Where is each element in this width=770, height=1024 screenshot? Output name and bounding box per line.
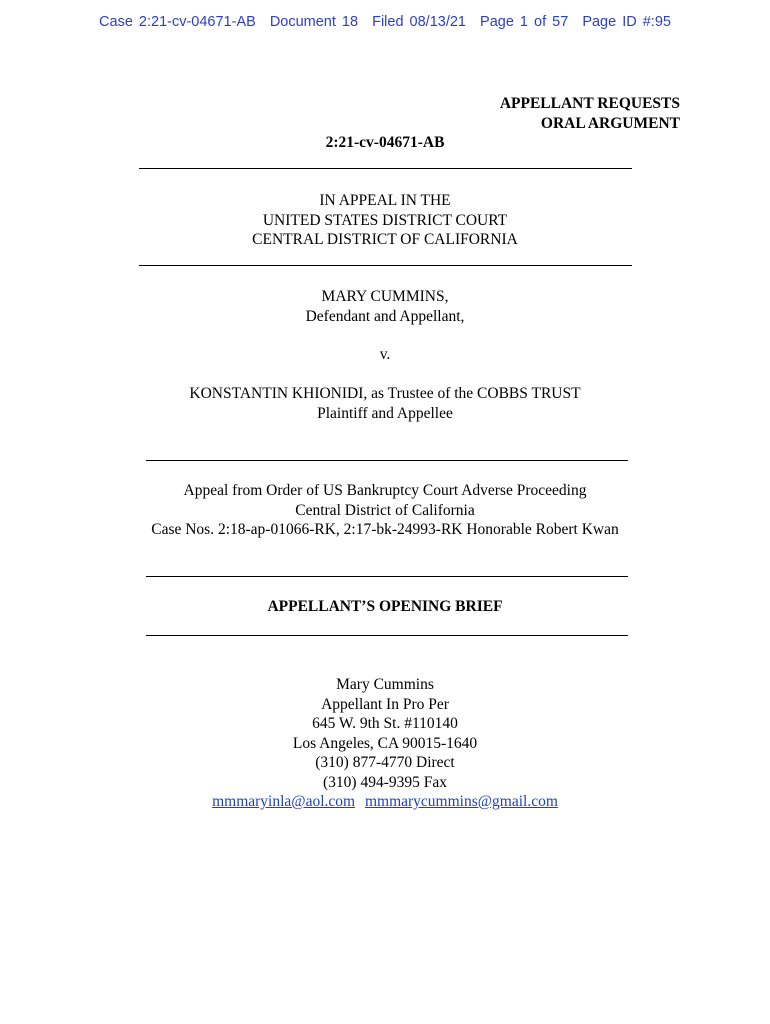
- appellant-role: Defendant and Appellant,: [305, 307, 465, 325]
- appellee-name: KONSTANTIN KHIONIDI, as Trustee of the COBBS TRUST: [189, 385, 581, 402]
- case-number: 2:21-cv-04671-AB: [325, 134, 445, 151]
- appeal-from-line-3: Case Nos. 2:18-ap-01066-RK, 2:17-bk-24993-RK Honorable Robert Kwan: [151, 521, 619, 538]
- divider: [139, 168, 632, 169]
- court-block: [0, 191, 770, 250]
- court-line-2: UNITED STATES DISTRICT COURT: [262, 211, 508, 229]
- oral-request-line-2: ORAL ARGUMENT: [540, 114, 680, 132]
- header-filed-date: Filed 08/13/21: [372, 14, 466, 30]
- appeal-from-block: [0, 481, 770, 540]
- contact-block: [0, 675, 770, 812]
- contact-role: Appellant In Pro Per: [321, 695, 449, 713]
- appeal-from-line-1: Appeal from Order of US Bankruptcy Court Adverse Proceeding: [183, 482, 587, 499]
- appellee-role: Plaintiff and Appellee: [317, 404, 453, 422]
- divider: [146, 635, 628, 636]
- brief-title: APPELLANT’S OPENING BRIEF: [267, 598, 503, 615]
- email-link-gmail[interactable]: mmmarycummins@gmail.com: [364, 793, 558, 810]
- header-page-id: Page ID #:95: [582, 14, 671, 30]
- versus: v.: [379, 346, 391, 363]
- appellee-block: [0, 384, 770, 423]
- appellant-name: MARY CUMMINS,: [321, 288, 449, 305]
- divider: [146, 576, 628, 577]
- contact-city: Los Angeles, CA 90015-1640: [292, 734, 478, 752]
- contact-street: 645 W. 9th St. #110140: [312, 715, 458, 732]
- divider: [146, 460, 628, 461]
- oral-argument-request: [500, 94, 680, 133]
- appeal-from-line-2: Central District of California: [295, 501, 475, 519]
- court-line-1: IN APPEAL IN THE: [319, 192, 451, 209]
- email-link-aol[interactable]: mmmaryinla@aol.com: [212, 793, 356, 810]
- filing-header: [0, 14, 770, 30]
- header-case-number: Case 2:21-cv-04671-AB: [99, 14, 256, 30]
- header-page-count: Page 1 of 57: [480, 14, 569, 30]
- contact-emails: [0, 792, 770, 812]
- contact-phone: (310) 877-4770 Direct: [315, 754, 455, 771]
- court-line-3: CENTRAL DISTRICT OF CALIFORNIA: [252, 231, 518, 248]
- appellant-block: [0, 287, 770, 326]
- header-document-number: Document 18: [269, 14, 359, 30]
- oral-request-line-1: APPELLANT REQUESTS: [499, 95, 680, 112]
- contact-name: Mary Cummins: [336, 676, 434, 693]
- divider: [139, 265, 632, 266]
- contact-fax: (310) 494-9395 Fax: [323, 773, 447, 791]
